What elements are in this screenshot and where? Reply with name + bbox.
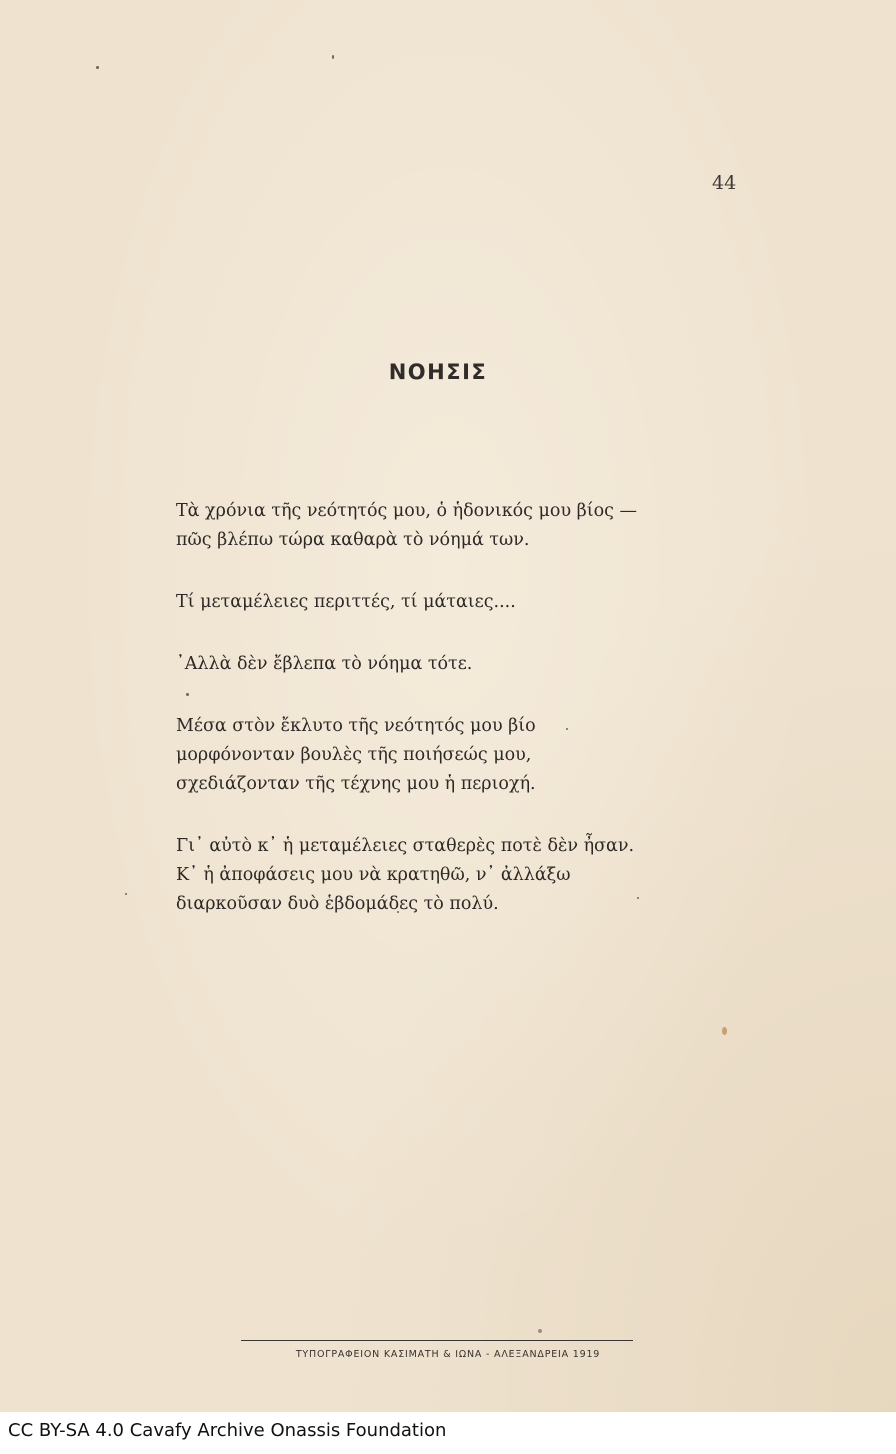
poem-line: Μέσα στὸν ἔκλυτο τῆς νεότητός μου βίο xyxy=(176,716,536,736)
stanza xyxy=(176,832,696,919)
poem-body xyxy=(176,497,696,952)
footer-rule xyxy=(241,1340,633,1341)
poem-line: πῶς βλέπω τώρα καθαρὰ τὸ νόημά των. xyxy=(176,530,530,550)
paper-speck xyxy=(96,66,99,69)
poem-line: ᾿Αλλὰ δὲν ἔβλεπα τὸ νόημα τότε. xyxy=(176,654,473,674)
poem-line: διαρκοῦσαν δυὸ ἑβδομάδες τὸ πολύ. xyxy=(176,894,499,914)
paper-speck xyxy=(332,55,334,59)
stanza xyxy=(176,588,696,617)
page-number: 44 xyxy=(712,172,737,194)
paper-speck xyxy=(722,1027,727,1035)
poem-line: Τί μεταμέλειες περιττές, τί μάταιες.... xyxy=(176,592,516,612)
stanza xyxy=(176,650,696,679)
paper-speck xyxy=(538,1329,542,1333)
poem-line: Τὰ χρόνια τῆς νεότητός μου, ὁ ἡδονικός μου βίος — xyxy=(176,501,638,521)
paper-speck xyxy=(125,893,127,895)
stanza xyxy=(176,712,696,799)
printer-imprint: ΤΥΠΟΓΡΑΦΕΙΟΝ ΚΑΣΙΜΑΤΗ & ΙΩΝΑ - ΑΛΕΞΑΝΔΡΕΙΑ 1919 xyxy=(295,1349,601,1360)
poem-line: Γι᾿ αὐτὸ κ᾿ ἡ μεταμέλειες σταθερὲς ποτὲ δὲν ἦσαν. xyxy=(176,836,635,856)
poem-line: Κ᾿ ἡ ἀποφάσεις μου νὰ κρατηθῶ, ν᾿ ἀλλάξω xyxy=(176,865,571,885)
poem-line: μορφόνονταν βουλὲς τῆς ποιήσεώς μου, xyxy=(176,745,532,765)
license-caption: CC BY-SA 4.0 Cavafy Archive Onassis Foundation xyxy=(8,1420,447,1441)
poem-line: σχεδιάζονταν τῆς τέχνης μου ἡ περιοχή. xyxy=(176,774,536,794)
poem-title: ΝΟΗΣΙΣ xyxy=(388,360,488,384)
stanza xyxy=(176,497,696,555)
